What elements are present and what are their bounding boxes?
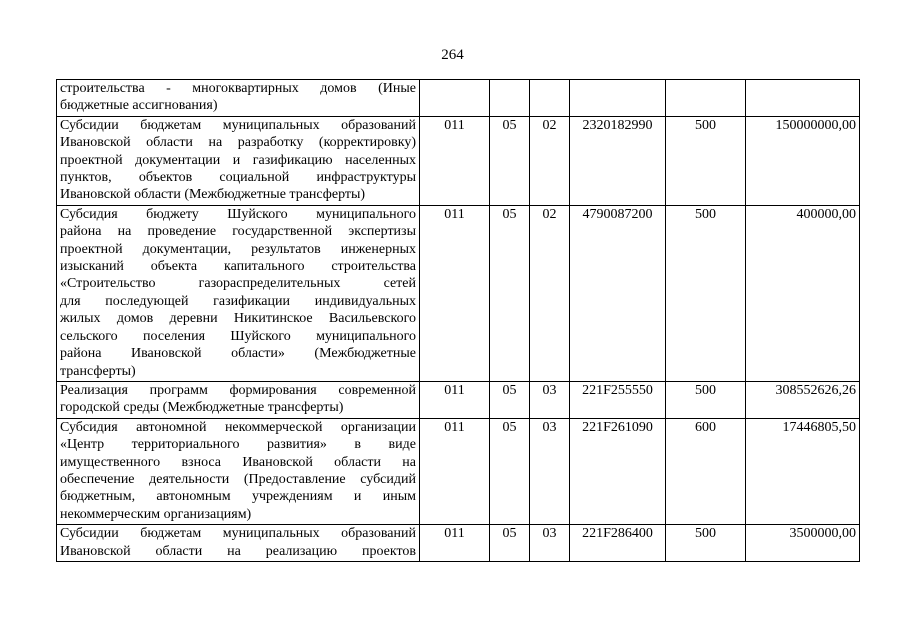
description-line: «Строительство газораспределительных сетей <box>60 276 416 292</box>
target-article-code: 4790087200 <box>570 205 666 381</box>
description-line: имущественного взноса Ивановской области на <box>60 454 416 470</box>
description-line: трансферты) <box>60 363 136 379</box>
subsection-code: 03 <box>530 381 570 418</box>
gr-code: 011 <box>420 116 490 205</box>
target-article-code: 221F286400 <box>570 525 666 562</box>
gr-code: 011 <box>420 381 490 418</box>
description-line: Субсидия бюджету Шуйского муниципального <box>60 206 416 222</box>
description-line: жилых домов деревни Никитинское Васильевского <box>60 311 416 327</box>
description-line: бюджетным, автономным учреждениям и иным <box>60 489 416 505</box>
description-line: Субсидия автономной некоммерческой организации <box>60 419 416 435</box>
subsection-code <box>530 80 570 117</box>
description-line: «Центр территориального развития» в виде <box>60 437 416 453</box>
gr-code: 011 <box>420 418 490 524</box>
table-row <box>57 116 860 205</box>
section-code <box>490 80 530 117</box>
budget-table-body <box>57 80 860 562</box>
description-line: изысканий объекта капитального строительства <box>60 259 416 275</box>
description-line: Субсидии бюджетам муниципальных образований <box>60 526 416 542</box>
description-line: Ивановской области на разработку (корректировку) <box>60 135 416 151</box>
description-line: Реализация программ формирования современной <box>60 382 416 398</box>
amount: 308552626,26 <box>746 381 860 418</box>
page-number: 264 <box>441 47 464 63</box>
budget-table <box>56 79 860 562</box>
expense-type-code: 500 <box>666 116 746 205</box>
description-line: района Ивановской области» (Межбюджетные <box>60 346 416 362</box>
expense-description <box>57 80 420 117</box>
gr-code <box>420 80 490 117</box>
section-code: 05 <box>490 525 530 562</box>
description-line: для последующей газификации индивидуальных <box>60 293 416 309</box>
subsection-code: 02 <box>530 116 570 205</box>
target-article-code: 221F261090 <box>570 418 666 524</box>
description-line: строительства - многоквартирных домов (Иные <box>60 81 416 96</box>
expense-description <box>57 418 420 524</box>
description-line: проектной документации, результатов инженерных <box>60 241 416 257</box>
amount: 3500000,00 <box>746 525 860 562</box>
amount: 400000,00 <box>746 205 860 381</box>
table-row <box>57 381 860 418</box>
expense-type-code <box>666 80 746 117</box>
target-article-code: 2320182990 <box>570 116 666 205</box>
expense-description <box>57 525 420 562</box>
amount: 150000000,00 <box>746 116 860 205</box>
description-line: бюджетные ассигнования) <box>60 98 218 114</box>
expense-type-code: 500 <box>666 525 746 562</box>
amount <box>746 80 860 117</box>
description-line: сельского поселения Шуйского муниципального <box>60 328 416 344</box>
table-row <box>57 205 860 381</box>
expense-description <box>57 116 420 205</box>
subsection-code: 03 <box>530 525 570 562</box>
section-code: 05 <box>490 381 530 418</box>
table-row <box>57 418 860 524</box>
description-line: обеспечение деятельности (Предоставление субсидий <box>60 471 416 487</box>
description-line: Ивановской области (Межбюджетные трансферты) <box>60 187 366 203</box>
description-line: проектной документации и газификацию населенных <box>60 152 416 168</box>
table-row <box>57 525 860 562</box>
description-line: Ивановской области на реализацию проектов <box>60 543 416 559</box>
description-line: некоммерческим организациям) <box>60 506 252 522</box>
expense-type-code: 600 <box>666 418 746 524</box>
section-code: 05 <box>490 418 530 524</box>
description-line: района на проведение государственной экспертизы <box>60 224 416 240</box>
amount: 17446805,50 <box>746 418 860 524</box>
subsection-code: 03 <box>530 418 570 524</box>
expense-description <box>57 205 420 381</box>
expense-type-code: 500 <box>666 381 746 418</box>
target-article-code: 221F255550 <box>570 381 666 418</box>
section-code: 05 <box>490 205 530 381</box>
expense-description <box>57 381 420 418</box>
target-article-code <box>570 80 666 117</box>
description-line: Субсидии бюджетам муниципальных образований <box>60 117 416 133</box>
description-line: городской среды (Межбюджетные трансферты) <box>60 400 344 416</box>
table-row <box>57 80 860 117</box>
section-code: 05 <box>490 116 530 205</box>
gr-code: 011 <box>420 525 490 562</box>
expense-type-code: 500 <box>666 205 746 381</box>
subsection-code: 02 <box>530 205 570 381</box>
description-line: пунктов, объектов социальной инфраструктуры <box>60 170 416 186</box>
gr-code: 011 <box>420 205 490 381</box>
